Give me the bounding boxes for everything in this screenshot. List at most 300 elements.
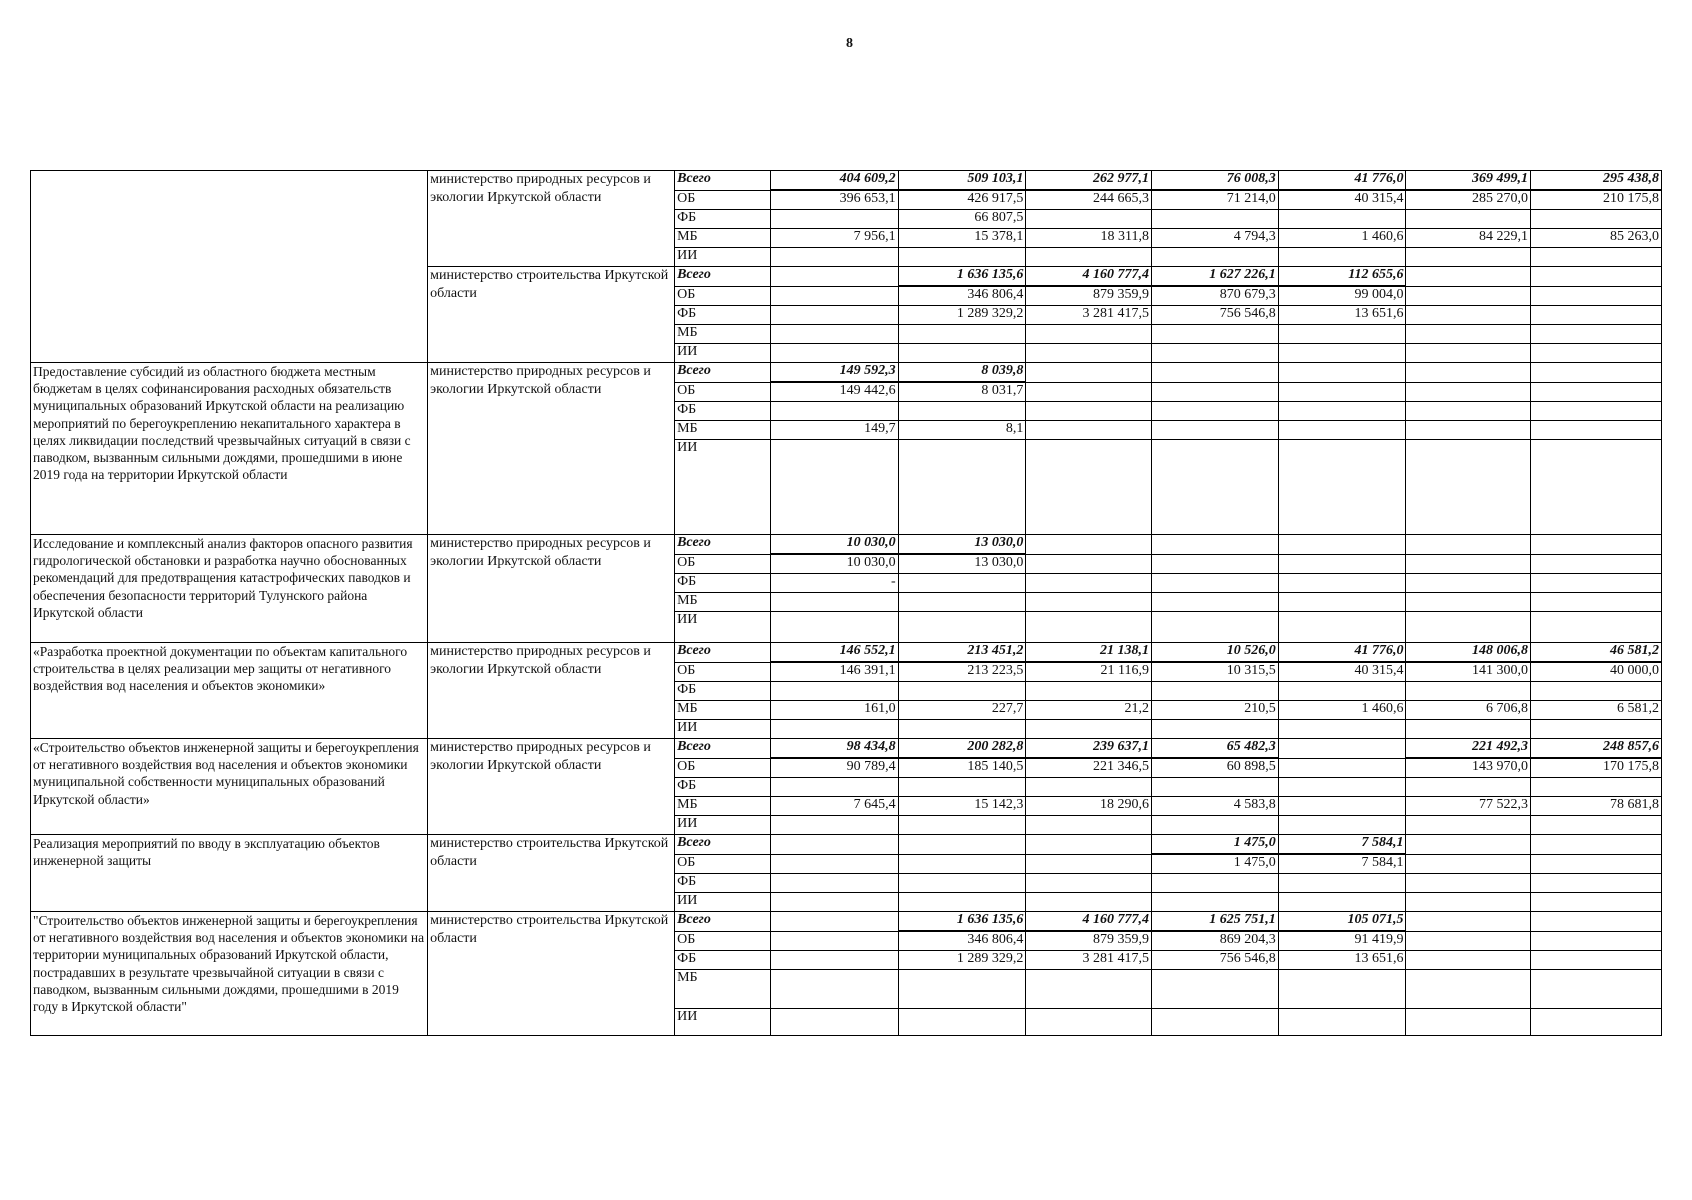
funding-source: МБ [675,593,771,612]
amount-cell [1278,739,1406,759]
amount-cell: 7 645,4 [770,797,898,816]
amount-cell: 869 204,3 [1152,931,1279,951]
table-row [31,835,1662,855]
amount-cell: 149 442,6 [770,382,898,402]
amount-cell [1406,344,1531,363]
amount-cell [1278,816,1406,835]
amount-cell: 1 636 135,6 [898,267,1026,287]
amount-cell [1026,421,1152,440]
amount-cell: 77 522,3 [1406,797,1531,816]
amount-cell [1152,382,1279,402]
amount-cell [1531,778,1662,797]
amount-cell: 10 526,0 [1152,643,1279,663]
measure-description: Реализация мероприятий по вводу в эксплуатацию объектов инженерной защиты [31,835,428,912]
amount-cell [1152,874,1279,893]
funding-source: ФБ [675,778,771,797]
amount-cell [1278,248,1406,267]
amount-cell [1406,912,1531,932]
funding-source: Всего [675,835,771,855]
measure-description: Исследование и комплексный анализ факторов опасного развития гидрологической обстановки и разработка научно обоснованных рекомендаций для предотвращения катастрофических паводков и обеспечения безопасности территорий Тулунского района Иркутской области [31,535,428,643]
amount-cell [898,612,1026,643]
responsible-org: министерство природных ресурсов и экологии Иркутской области [428,363,675,535]
amount-cell [1531,931,1662,951]
amount-cell [1406,816,1531,835]
amount-cell [1152,778,1279,797]
amount-cell: 404 609,2 [770,171,898,191]
amount-cell [898,816,1026,835]
amount-cell [898,1009,1026,1036]
amount-cell: 244 665,3 [1026,190,1152,210]
amount-cell [1531,306,1662,325]
amount-cell [1152,344,1279,363]
amount-cell [898,344,1026,363]
amount-cell: 15 378,1 [898,229,1026,248]
amount-cell [1531,574,1662,593]
amount-cell [1531,720,1662,739]
table-row [31,171,1662,191]
amount-cell: 1 289 329,2 [898,951,1026,970]
amount-cell [1531,210,1662,229]
amount-cell: 509 103,1 [898,171,1026,191]
responsible-org: министерство строительства Иркутской области [428,912,675,1036]
amount-cell [1406,720,1531,739]
amount-cell [1152,816,1279,835]
amount-cell [898,248,1026,267]
funding-source: Всего [675,267,771,287]
amount-cell: 200 282,8 [898,739,1026,759]
amount-cell [770,210,898,229]
amount-cell: 40 315,4 [1278,190,1406,210]
amount-cell: 141 300,0 [1406,662,1531,682]
amount-cell: 1 289 329,2 [898,306,1026,325]
amount-cell [1531,1009,1662,1036]
amount-cell: 7 956,1 [770,229,898,248]
amount-cell [1152,574,1279,593]
amount-cell: 60 898,5 [1152,758,1279,778]
amount-cell [1026,554,1152,574]
amount-cell: 146 552,1 [770,643,898,663]
amount-cell [1026,363,1152,383]
amount-cell: 396 653,1 [770,190,898,210]
amount-cell [898,440,1026,535]
funding-source: МБ [675,970,771,1009]
amount-cell [1406,970,1531,1009]
table-row [31,363,1662,383]
amount-cell [1278,682,1406,701]
amount-cell: 143 970,0 [1406,758,1531,778]
budget-table [30,170,1662,1036]
amount-cell [770,593,898,612]
amount-cell: 78 681,8 [1531,797,1662,816]
amount-cell [770,778,898,797]
amount-cell: 10 030,0 [770,535,898,555]
amount-cell [770,1009,898,1036]
amount-cell: 10 030,0 [770,554,898,574]
amount-cell [770,874,898,893]
funding-source: ФБ [675,210,771,229]
amount-cell: 4 160 777,4 [1026,267,1152,287]
amount-cell [770,720,898,739]
amount-cell [1026,893,1152,912]
amount-cell: 8 039,8 [898,363,1026,383]
amount-cell [1152,363,1279,383]
amount-cell: 13 030,0 [898,554,1026,574]
amount-cell: 170 175,8 [1531,758,1662,778]
amount-cell [1531,535,1662,555]
amount-cell [1406,382,1531,402]
amount-cell [770,306,898,325]
amount-cell: 1 475,0 [1152,835,1279,855]
measure-description: «Строительство объектов инженерной защиты и берегоукрепления от негативного воздействия вод населения и объектов экономики муниципальной собственности муниципальных образований Иркутской области» [31,739,428,835]
amount-cell: 98 434,8 [770,739,898,759]
amount-cell [1026,248,1152,267]
amount-cell [1531,612,1662,643]
funding-source: Всего [675,535,771,555]
amount-cell: 21 116,9 [1026,662,1152,682]
amount-cell: 84 229,1 [1406,229,1531,248]
funding-source: ИИ [675,893,771,912]
amount-cell [898,893,1026,912]
amount-cell [1026,1009,1152,1036]
amount-cell: 3 281 417,5 [1026,306,1152,325]
amount-cell [898,574,1026,593]
amount-cell [1531,874,1662,893]
funding-source: Всего [675,912,771,932]
amount-cell [1278,344,1406,363]
amount-cell [1278,210,1406,229]
amount-cell [1406,210,1531,229]
funding-source: ИИ [675,440,771,535]
amount-cell [1026,574,1152,593]
amount-cell: 3 281 417,5 [1026,951,1152,970]
amount-cell [1152,612,1279,643]
amount-cell: 99 004,0 [1278,286,1406,306]
amount-cell [1152,893,1279,912]
responsible-org: министерство строительства Иркутской области [428,267,675,363]
measure-description: «Разработка проектной документации по объектам капитального строительства в целях реализации мер защиты от негативного воздействия вод населения и объектов экономики» [31,643,428,739]
amount-cell [1406,593,1531,612]
amount-cell [770,344,898,363]
amount-cell [1026,816,1152,835]
table-row [31,643,1662,663]
amount-cell: 46 581,2 [1531,643,1662,663]
amount-cell [1278,382,1406,402]
amount-cell [1152,248,1279,267]
amount-cell [770,286,898,306]
amount-cell [1152,970,1279,1009]
amount-cell [898,835,1026,855]
amount-cell: 146 391,1 [770,662,898,682]
amount-cell [1531,835,1662,855]
amount-cell [1406,682,1531,701]
amount-cell [1152,1009,1279,1036]
amount-cell: 369 499,1 [1406,171,1531,191]
amount-cell [1406,402,1531,421]
amount-cell [1406,893,1531,912]
amount-cell: 91 419,9 [1278,931,1406,951]
amount-cell [1406,951,1531,970]
amount-cell [770,267,898,287]
amount-cell [1026,402,1152,421]
funding-source: МБ [675,229,771,248]
amount-cell [1531,854,1662,874]
amount-cell: 1 460,6 [1278,701,1406,720]
funding-source: ОБ [675,758,771,778]
amount-cell [1278,402,1406,421]
amount-cell: 1 627 226,1 [1152,267,1279,287]
amount-cell: 870 679,3 [1152,286,1279,306]
amount-cell [1278,535,1406,555]
funding-source: ИИ [675,612,771,643]
amount-cell: 248 857,6 [1531,739,1662,759]
amount-cell: 879 359,9 [1026,931,1152,951]
amount-cell: 4 583,8 [1152,797,1279,816]
funding-source: МБ [675,421,771,440]
amount-cell [1531,402,1662,421]
amount-cell [1026,874,1152,893]
amount-cell [898,778,1026,797]
amount-cell: 221 346,5 [1026,758,1152,778]
amount-cell: 285 270,0 [1406,190,1531,210]
amount-cell [1278,797,1406,816]
amount-cell [770,440,898,535]
amount-cell [1531,382,1662,402]
funding-source: ИИ [675,720,771,739]
amount-cell [1531,363,1662,383]
responsible-org: министерство природных ресурсов и экологии Иркутской области [428,535,675,643]
amount-cell: 213 451,2 [898,643,1026,663]
amount-cell [898,593,1026,612]
responsible-org: министерство природных ресурсов и экологии Иркутской области [428,171,675,267]
amount-cell [770,931,898,951]
amount-cell [1531,912,1662,932]
amount-cell: 879 359,9 [1026,286,1152,306]
amount-cell: 112 655,6 [1278,267,1406,287]
amount-cell: 262 977,1 [1026,171,1152,191]
funding-source: МБ [675,701,771,720]
amount-cell [1152,402,1279,421]
amount-cell: 213 223,5 [898,662,1026,682]
amount-cell [1406,1009,1531,1036]
amount-cell [1152,554,1279,574]
amount-cell [770,612,898,643]
amount-cell [1278,574,1406,593]
amount-cell [1406,267,1531,287]
funding-source: ОБ [675,190,771,210]
amount-cell: 71 214,0 [1152,190,1279,210]
amount-cell [1278,893,1406,912]
amount-cell [1152,210,1279,229]
amount-cell [898,720,1026,739]
amount-cell [898,325,1026,344]
amount-cell: 15 142,3 [898,797,1026,816]
amount-cell [1531,248,1662,267]
amount-cell [1278,325,1406,344]
amount-cell: 21,2 [1026,701,1152,720]
amount-cell [770,816,898,835]
amount-cell: 149,7 [770,421,898,440]
amount-cell [1531,893,1662,912]
amount-cell [1406,874,1531,893]
funding-source: Всего [675,643,771,663]
amount-cell [1026,382,1152,402]
amount-cell [770,893,898,912]
funding-source: ОБ [675,854,771,874]
amount-cell [1531,554,1662,574]
amount-cell: 756 546,8 [1152,306,1279,325]
amount-cell [1152,440,1279,535]
funding-source: ОБ [675,286,771,306]
amount-cell [1278,758,1406,778]
amount-cell [1406,835,1531,855]
amount-cell [1406,286,1531,306]
amount-cell [1026,593,1152,612]
amount-cell [898,874,1026,893]
amount-cell: 18 311,8 [1026,229,1152,248]
funding-source: ИИ [675,816,771,835]
table-row [31,912,1662,932]
funding-source: Всего [675,363,771,383]
amount-cell [1026,535,1152,555]
amount-cell [1531,325,1662,344]
amount-cell [1278,720,1406,739]
amount-cell [1152,535,1279,555]
amount-cell: 8,1 [898,421,1026,440]
amount-cell [1531,593,1662,612]
measure-description [31,171,428,363]
amount-cell [1278,440,1406,535]
amount-cell: 41 776,0 [1278,171,1406,191]
amount-cell [1531,286,1662,306]
amount-cell [1278,593,1406,612]
amount-cell [1406,854,1531,874]
amount-cell [1406,421,1531,440]
funding-source: ФБ [675,951,771,970]
amount-cell [770,325,898,344]
amount-cell [1026,835,1152,855]
amount-cell [1406,554,1531,574]
funding-source: ОБ [675,382,771,402]
amount-cell: 221 492,3 [1406,739,1531,759]
amount-cell [1278,970,1406,1009]
amount-cell [1026,970,1152,1009]
amount-cell: 1 460,6 [1278,229,1406,248]
amount-cell: 21 138,1 [1026,643,1152,663]
funding-source: ИИ [675,1009,771,1036]
amount-cell [1026,778,1152,797]
amount-cell: 227,7 [898,701,1026,720]
amount-cell: 10 315,5 [1152,662,1279,682]
amount-cell: 85 263,0 [1531,229,1662,248]
amount-cell [1278,554,1406,574]
funding-source: ФБ [675,402,771,421]
amount-cell [770,854,898,874]
table-row [31,535,1662,555]
amount-cell [1026,325,1152,344]
amount-cell: 66 807,5 [898,210,1026,229]
amount-cell: 18 290,6 [1026,797,1152,816]
amount-cell: 7 584,1 [1278,854,1406,874]
funding-source: МБ [675,797,771,816]
amount-cell: - [770,574,898,593]
amount-cell [1531,440,1662,535]
amount-cell: 13 651,6 [1278,951,1406,970]
funding-source: ФБ [675,306,771,325]
amount-cell: 6 706,8 [1406,701,1531,720]
amount-cell [1406,535,1531,555]
responsible-org: министерство природных ресурсов и экологии Иркутской области [428,739,675,835]
amount-cell [898,970,1026,1009]
amount-cell [1026,210,1152,229]
amount-cell: 161,0 [770,701,898,720]
page-number: 8 [846,36,853,51]
amount-cell: 1 636 135,6 [898,912,1026,932]
amount-cell [770,912,898,932]
amount-cell [1026,612,1152,643]
responsible-org: министерство природных ресурсов и экологии Иркутской области [428,643,675,739]
amount-cell: 76 008,3 [1152,171,1279,191]
amount-cell [770,402,898,421]
amount-cell: 185 140,5 [898,758,1026,778]
funding-source: ИИ [675,248,771,267]
amount-cell: 426 917,5 [898,190,1026,210]
amount-cell [1406,612,1531,643]
amount-cell [1278,1009,1406,1036]
amount-cell: 1 475,0 [1152,854,1279,874]
amount-cell [1406,440,1531,535]
amount-cell [1278,612,1406,643]
amount-cell: 105 071,5 [1278,912,1406,932]
funding-source: ОБ [675,931,771,951]
amount-cell: 6 581,2 [1531,701,1662,720]
amount-cell [1026,344,1152,363]
amount-cell: 4 160 777,4 [1026,912,1152,932]
amount-cell: 13 030,0 [898,535,1026,555]
amount-cell: 4 794,3 [1152,229,1279,248]
amount-cell: 41 776,0 [1278,643,1406,663]
amount-cell [770,970,898,1009]
amount-cell [1278,874,1406,893]
responsible-org: министерство строительства Иркутской области [428,835,675,912]
amount-cell [898,402,1026,421]
amount-cell [1406,363,1531,383]
amount-cell: 40 000,0 [1531,662,1662,682]
amount-cell: 40 315,4 [1278,662,1406,682]
amount-cell [1406,248,1531,267]
amount-cell [1531,344,1662,363]
amount-cell [1531,816,1662,835]
amount-cell [1406,306,1531,325]
funding-source: ОБ [675,662,771,682]
amount-cell [1152,421,1279,440]
amount-cell [1152,325,1279,344]
amount-cell [1278,363,1406,383]
table-body [31,171,1662,1036]
amount-cell: 210 175,8 [1531,190,1662,210]
amount-cell [1406,778,1531,797]
amount-cell [1152,682,1279,701]
amount-cell: 148 006,8 [1406,643,1531,663]
funding-source: МБ [675,325,771,344]
amount-cell: 13 651,6 [1278,306,1406,325]
amount-cell [1152,720,1279,739]
amount-cell: 8 031,7 [898,382,1026,402]
funding-source: ФБ [675,574,771,593]
amount-cell [1531,267,1662,287]
amount-cell [770,248,898,267]
amount-cell [1152,593,1279,612]
amount-cell [1026,720,1152,739]
